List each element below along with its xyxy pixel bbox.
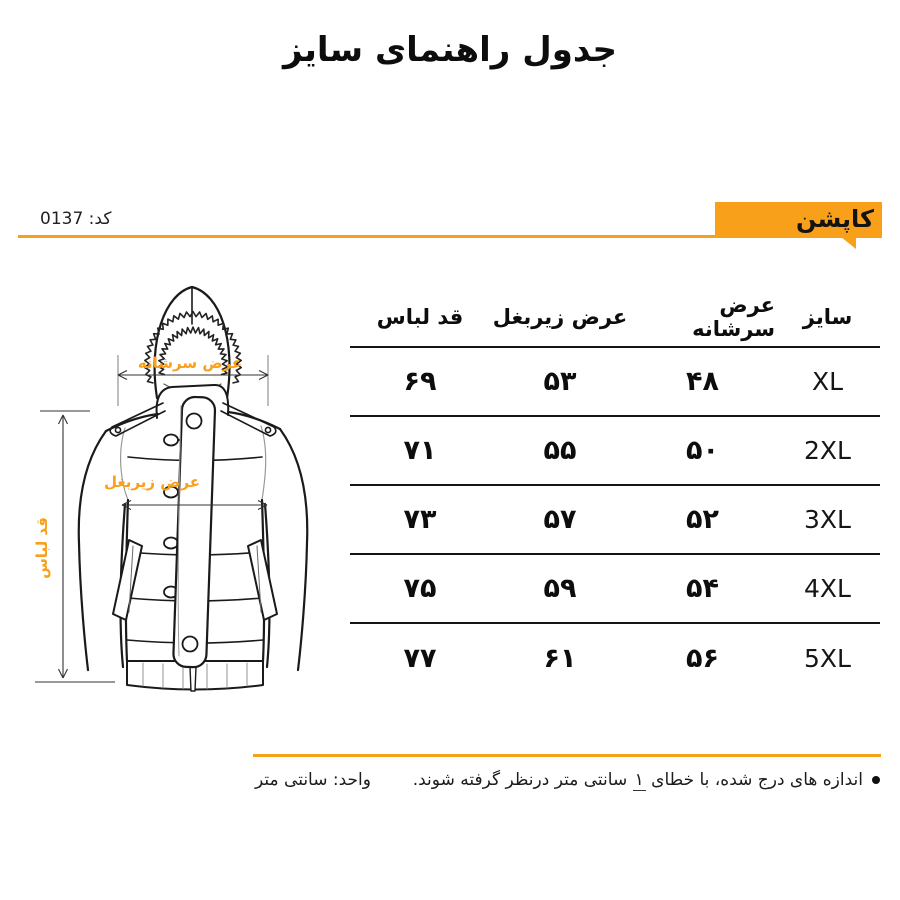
size-table-body [350,348,880,693]
table-cell-length: ۷۳ [403,504,437,535]
badge-tail [841,237,856,249]
size-table [350,288,880,693]
footer-accent-line [253,754,881,757]
column-header-size: سایز [802,305,853,329]
table-row [350,624,880,693]
table-cell-underarm: ۵۳ [543,366,577,397]
table-cell-shoulder: ۴۸ [686,366,719,397]
unit-label: واحد: سانتی متر [255,770,371,790]
table-row [350,486,880,555]
table-cell-shoulder: ۵۰ [686,435,719,466]
garment-length-label: قد لباس [33,517,51,579]
table-cell-size: 5XL [804,644,851,673]
table-cell-length: ۷۱ [403,435,437,466]
table-cell-underarm: ۶۱ [543,643,577,674]
table-cell-size: 4XL [804,574,851,603]
table-cell-size: 3XL [804,505,851,534]
underarm-width-label: عرض زیربغل [103,473,201,491]
table-row [350,555,880,624]
product-code: کد: 0137 [40,209,112,229]
table-cell-size: XL [811,367,844,396]
tolerance-note [413,770,880,790]
table-cell-shoulder: ۵۲ [686,504,719,535]
measurement-annotations [33,354,268,682]
size-table-header [350,288,880,348]
table-cell-length: ۷۵ [403,573,437,604]
table-cell-shoulder: ۵۴ [686,573,719,604]
fur-trim [145,312,241,383]
product-badge: کاپشن [715,202,882,236]
tolerance-note-text: اندازه های درج شده، با خطای ۱ سانتی متر درنظر گرفته شوند. [412,770,863,790]
column-header-shoulder: عرض سرشانه [692,293,775,341]
table-row [350,417,880,486]
table-cell-shoulder: ۵۶ [686,643,719,674]
table-cell-length: ۷۷ [403,643,437,674]
column-header-length: قد لباس [376,305,464,329]
jacket-illustration [30,278,330,708]
bullet-icon [872,776,880,784]
table-cell-underarm: ۵۷ [543,504,577,535]
hood [155,287,230,398]
page-title: جدول راهنمای سایز [283,30,617,70]
table-cell-underarm: ۵۹ [543,573,577,604]
table-cell-size: 2XL [804,436,851,465]
table-row [350,348,880,417]
table-cell-length: ۶۹ [403,366,437,397]
jacket-diagram [30,278,330,708]
table-cell-underarm: ۵۵ [543,435,577,466]
column-header-underarm: عرض زیربغل [492,305,628,329]
shoulder-width-label: عرض سرشانه [137,354,243,372]
